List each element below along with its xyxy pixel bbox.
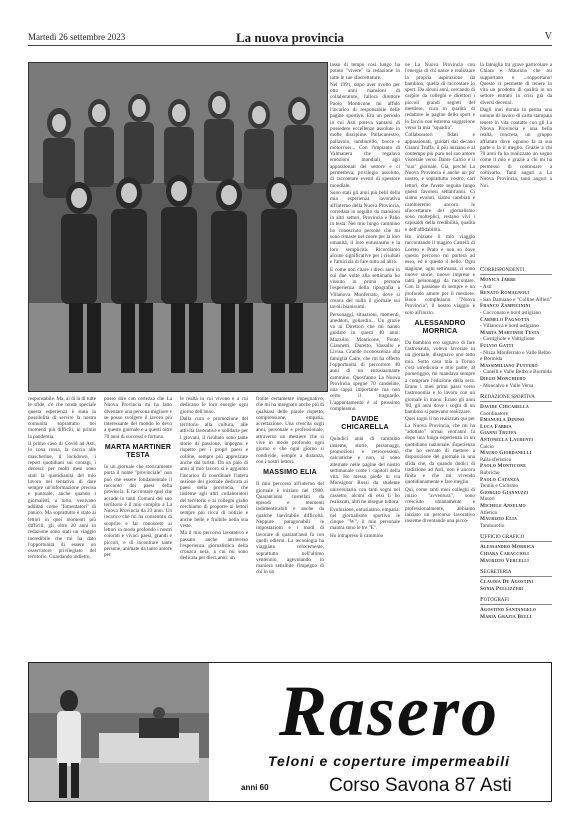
article-column-6 bbox=[405, 62, 475, 660]
credits-person-name: Monica Jarre bbox=[480, 277, 517, 283]
paragraph: Sono stati gli anni più belli della mia esperienza lavorativa all'interno della Nuova Provincia, corredata in seguito da mansioni in altri settori, Provincia e Palio in testa. Nel mio lungo cammino ho conosciuto persone che mi sono rimaste nel cuore per la loro umanità, il loro entusiasmo e la loro semplicità. Ricordiamo alcune significative per i risultati e l'amicizia di fare tutto ad altro. bbox=[330, 189, 400, 266]
rasero-advertisement bbox=[28, 662, 552, 802]
article-column-5 bbox=[330, 62, 400, 660]
paragraph: Il mio percorso all'interno del giornale è iniziato nel 1980. Quarant'anni costellati da episodi e momenti indimenticabili e anche da qualche inevitabile difficoltà. Neppure paragonabili le impostazioni e i modi di lavorare di quarant'anni fa con quelli odierni. La tecnologia ha viaggiato velocemente, soprattutto nell'ultimo ventennio, agevolando in maniera sensibile l'impegno di chi in un bbox=[256, 481, 324, 576]
staff-credits bbox=[480, 262, 552, 621]
paragraph: Dagli inni durata la penna una unione di lavoro di carta stampata tenere in vita contatto con gli La Nuova Provincia è una bella realtà, concreta, un gruppo affiatato dove ognuno fa la sua parte e fa il meglio. Grazie a chi 70 anni fa ha realizzato un sogno come il mio e grazie a chi mi ha permesso di continuare a coltivarlo. Tanti auguri a La Nuova Provincia, tanti auguri a Noi. bbox=[480, 107, 552, 189]
group-photo-illustration bbox=[29, 63, 328, 392]
credits-person-name: Paolo Catanzà bbox=[480, 476, 520, 483]
paragraph: ne La Nuova Provincia con l'energia di chi nasce e realizzare la propria aspirazione da bambino, quella di raccontare lo sport. Da alcuni anni, cercando di carpire da colleghi e direttori i piccoli grandi segreti del mestiere, cura in qualità di redattore le pagine dello sport e lo faccio con estrema soggezione verso la mia "squadra". bbox=[405, 62, 475, 131]
paragraph: le realtà in cui vivono e a cui dedicano le loro energie ogni giorno dell'anno. bbox=[180, 396, 248, 415]
author-byline: MARTA MARTINER TESTA bbox=[104, 444, 172, 460]
credits-person-name: Sonia Pellizzeri bbox=[480, 585, 524, 592]
credits-person-name: Luca Fabria bbox=[480, 423, 512, 430]
paragraph: lasso di tempo così lungo ha potuto "vivere" la redazione in tutte le sue sfaccettature. bbox=[330, 62, 400, 81]
credits-person-name: Fulvio Gatti bbox=[480, 342, 514, 349]
credits-person-name: Chiara Caraccioli bbox=[480, 550, 530, 557]
credits-person-role: - San Damiano e "Colline Alfieri" bbox=[480, 296, 552, 303]
credits-person-role: Tamburello bbox=[480, 522, 505, 529]
author-byline: DAVIDE CHICARELLA bbox=[341, 416, 389, 432]
paragraph: posso dire con certezza che La Nuova Provincia mi ha fatto diventare una persona migliore e se posso svolgere il lavoro più interessante del mondo lo devo a questo giornale e a questi oltre 70 anni di successi e fortuna. bbox=[104, 396, 172, 440]
author-byline: ALESSANDRO MORRICA bbox=[414, 319, 466, 335]
credits-person-name: Maria Grazia Belli bbox=[480, 613, 532, 620]
paragraph: Qui, come tanti miei colleghi di inizio "avventura", sono cresciuto umanamente e professionalmente, abbiamo iniziato un percorso lavorativo insieme diventando una picco- bbox=[405, 486, 475, 525]
paragraph: Quindici anni di cammino insieme, storie, personaggi, promozioni e retrocessioni, calciatiche e non, si sono alternate nelle pagine del nostro settimanale come i capitoli della vita. Ho messo piede in via Monsignor Rossi da studente universitario con tanti sogni nel cassetto, alcuni di essi li ho realizzati, altri ne insegue tuttora. bbox=[330, 436, 400, 506]
paragraph: Io un giornale che storicamente porta il nome "provinciale" non può che essere fondamentale il racconto dei paesi della provincia. E raccontare quel che accade in tanti Comuni del suo territorio è il mio compito a La Nuova Provincia da 23 anni. Un incarico che mi ha consentito di scoprire e far conoscere ai lettori in modo profondo i nostri colorati e vivaci paesi, grandi e piccoli, e di incontrare tante persone, animate da tanto amore per bbox=[104, 464, 172, 559]
ad-years-label: anni 60 bbox=[241, 783, 269, 792]
article-column-1 bbox=[28, 396, 96, 660]
paragraph: responsabile. Ma, al di là di tutte le sfide, c'è che rende speciale questa esperienza è stata la possibilità di servire la nostra comunità soprattutto nei momenti più difficili, in primis la pandemia. bbox=[28, 396, 96, 440]
article-column-7 bbox=[480, 62, 552, 260]
paragraph: Ma il mio percorso lavorativo è passato anche attraverso l'esperienza giornalistica della cronaca nera, a cui mi sono dedicata per dieci anni: un bbox=[180, 530, 248, 562]
credits-person-name: Giorgio Giannuzzi bbox=[480, 489, 529, 496]
credits-person-name: Carmelo Pagnotta bbox=[480, 316, 530, 323]
credits-person-role: - Villanova e nord astigiano bbox=[480, 323, 539, 330]
issue-date: Martedì 26 settembre 2023 bbox=[28, 32, 126, 42]
paragraph: Da bambino ero sognavo di fare l'astronauta, volevo lavorare in un giornale, disegnavo uno tutto mio. Sotto casa mia a Torino c'era un'edicola e mio padre, al pomeriggio, mi mandava sempre a comprare l'edizione della sera. Erano i miei primi passi verso l'astronomia e lo lavoro con un giornale in mano. Erano gli anni '80, gli anni dove i sogni di un bambino si potevano realizzare. bbox=[405, 339, 475, 416]
credits-person-name: Massimiliano Puttero bbox=[480, 362, 538, 369]
newspaper-title: La nuova provincia bbox=[235, 30, 345, 45]
credits-person-role: Palla sferistico bbox=[480, 456, 512, 463]
credits-person-name: Renato Romagnoli bbox=[480, 290, 530, 297]
paragraph: Dalla cura e promozione del territorio alla cultura, alle attività lavorative e solidarie per i giovani, il risultato sono tante storie di passione, impegno e rispetto per i propri paesi e colline, sempre più apprezzate anche dai turisti. Da un paio di anni al mio lavoro si è aggiunto l'incarico di coordinare l'intera sezione del giornale dedicata ai paesi della provincia, che insieme agli altri collaboratori del territorio e ai colleghi giallo cerchiamo di proporre ai lettori sempre più ricca di notizie e anche belle e fruibile nella sua veste. bbox=[180, 415, 248, 529]
credits-person-name: Alessandro Morrica bbox=[480, 544, 535, 551]
paragraph: Il primo caso di Covid ad Asti, lo zona rossa, la caccia alle mascherine, il lockdown, i report quotidiani sui contagi, i decessi: per molti mesi sono stati la quotidianità del mio lavoro nel tentativo di dare sempre un'informazione precisa e puntuale, anche quando i giornalisti, a torto, venivano additati come "fomentatori" di panico. Ma soprattutto è stato ai lettori in quei momenti più difficili, gli oltre 20 anni in redazione sono stati un viaggio incredibile che mi ha dato l'opportunità di essere un osservatore privilegiato del territorio. Guardando indietro, bbox=[28, 441, 96, 561]
credits-person-name: Davide Chicarella bbox=[480, 404, 529, 411]
paragraph: Quei sogni li ho realizzati qui per La Nuova Provincia, che mi ha "adottato" ormai vent'anni fa dopo una lunga esperienza in un quotidiano nazionale. Esperienza che ho cercato di mettere a disposizione del giornale in una sfida che, da quando dodici di tradizione ad Asti, non è ancora finita e che mi vivendo quotidianamente e fare meglio. bbox=[405, 416, 475, 486]
paragraph: Personaggi, situazioni, momenti, aneddoti, goliardia... Un grazie va ai Direttori che mi hanno guidato in questi 40 anni: Mazzilio, Monticone, Fonte, Giannetti, Duretto, Vassallo e Livisa. Grande riconoscenza alla famiglia Caire, che mi ha offerto l'opportunità di percorrere 40 anni di un entusiasmante cammino. Quest'anno La Nuova Provincia spegne 70 candeline, una tappa importante ma non certo il traguardo. L'appuntamento è al prossimo compleanno. bbox=[330, 311, 400, 413]
credits-person-role: - Moncalvo e Valle Versa bbox=[480, 382, 534, 389]
paragraph: fronte certamente impegnativo, che mi ha insegnato anche più di qualsiasi delle parole rispetto, comprensione, empatia, accettazione. Una crescita sugli anni, personale e professionale, attraverso un mestiere che si vive in modo profondo ogni giorno e che ogni giorno si condivide, sempre a distanza, con i nostri lettori. bbox=[256, 396, 324, 465]
credits-person-name: Franco Zampicinini bbox=[480, 303, 531, 310]
ad-address: Corso Savona 87 Asti bbox=[329, 775, 512, 796]
paragraph: E come non citare i dieci anni in cui due volte alla settimana ho vissuto in prima persona l'esperienza della tipografia a Villanova Monferrato, dove si creava del nulla il giornale sui tavoli bianissimi. bbox=[330, 266, 400, 311]
paragraph: Collaboratori fidati e appassionati, guidati dal decano Gianni Truffa, il più anziano e al contempo più puro nel suo amore viscerale verso Dante Calcio e il "suo" giornale. Già, perché La Nuova Provincia è anche un po' nostro, e soprattutto vostro, cari lettori, che l'avete seguita lungo questi favolosi settant'anni. Ci siamo evoluti, siamo cambiati e cambieremo ancora le sfaccettature del giornalismo sono molteplici, restano vivi i capisaldi della credibilità, qualità e dell'affidabilità. bbox=[405, 132, 475, 233]
paragraph: Ho intrapreso il cammino bbox=[330, 532, 384, 539]
paragraph: Nel 1991, dopo aver svolto per otto anni mansioni di collaboratore, l'allora direttore Paolo Monticone mi affidò l'incarico di responsabile delle pagine sportive. Era un periodo in cui Asti poteva vantarsi di possedere eccellenze assolute in molte discipline. Pallacanestro, pallavolo, tamburello, bocce e motocross... Con l'impianto di Valmanera che regalava emozioni mondiali agli appassionati del settore e ci permetteva, privilegio assoluto, di raccontare eventi di spessore mondiale. bbox=[330, 81, 400, 189]
credits-person-name: Paolo Monticone bbox=[480, 463, 527, 470]
credits-person-name: Michele Anselmo bbox=[480, 503, 526, 509]
page-number: V bbox=[544, 31, 552, 42]
credits-person-role: Coordinatore bbox=[480, 410, 508, 417]
credits-person-name: Gianni Truffa bbox=[480, 430, 517, 437]
article-column-3 bbox=[180, 396, 248, 660]
credits-section-heading: Segreteria bbox=[480, 568, 552, 577]
credits-person-name: Antonella Laurenti bbox=[480, 437, 534, 444]
credits-person-role: - Costigliole e Valtiglione bbox=[480, 336, 535, 343]
credits-person-role: Tennis e Ciclismo bbox=[480, 483, 519, 490]
paragraph: Evoluzione, entusiasmo, empatia: nel giornalismo sportivo le cinque "W", il mio personale mantra sono le tre "E". bbox=[330, 506, 400, 532]
staff-group-photo bbox=[28, 62, 328, 392]
masthead bbox=[28, 30, 552, 46]
author-byline: MASSIMO ELIA bbox=[263, 469, 317, 477]
credits-section-heading: Redazione sportiva bbox=[480, 393, 552, 402]
article-column-2 bbox=[104, 396, 172, 660]
credits-person-role: - Nizza Monferrato e Valle Belbo e Bormida bbox=[480, 349, 551, 363]
paragraph: Ho iniziato il mio viaggio raccontando il magico Castelli di Loreto e Prato e non so dove questo percorso mi porterà ad esso, ed è questo il bello. Ogni stagione, ogni settimana, ci sono nuove storie, nuove imprese e tanti personaggi da raccontare. Con la passione di sempre e un profondo amore per il mestiere. Buon compleanno "Nuova Provincia", il nostro viaggio è solo all'inizio. bbox=[405, 234, 475, 316]
credits-person-role: - Canelli e Valle Belbo e Bormida bbox=[480, 369, 552, 376]
ad-tagline: Teloni e coperture impermeabili bbox=[267, 753, 511, 769]
credits-section-heading: Corrispondenti bbox=[480, 266, 552, 275]
credits-person-role: - Cocconato e nord astigiano bbox=[480, 309, 541, 316]
vintage-workshop-photo bbox=[29, 663, 209, 802]
credits-person-name: Claudia De Agostini bbox=[480, 579, 534, 586]
credits-person-name: Agostino Santangelo bbox=[480, 607, 537, 614]
credits-person-name: Mauro Giordanelli bbox=[480, 450, 532, 457]
credits-person-role: Atletica bbox=[480, 509, 497, 516]
credits-person-role: Rubriche bbox=[480, 470, 500, 477]
credits-person-name: Maurizio Elia bbox=[480, 516, 518, 523]
credits-section-heading: Fotografi bbox=[480, 596, 552, 605]
credits-section-heading: Ufficio grafico bbox=[480, 533, 552, 542]
credits-person-role: Calcio bbox=[480, 443, 494, 450]
ad-brand-name: Rasero bbox=[278, 671, 500, 751]
workshop-photo-illustration bbox=[29, 663, 209, 802]
paragraph: la famiglia tra grave particolare a Chiara e Maurizio che mi supportano e ...sopportano! Questo ci permette di tenere in vita un prodotto di qualità in un settore entrato in crisi già da diversi decenni. bbox=[480, 62, 552, 106]
credits-person-name: Emanuela Dinino bbox=[480, 417, 525, 424]
credits-person-name: Marta Martiner Testa bbox=[480, 329, 540, 336]
article-column-4 bbox=[256, 396, 324, 660]
credits-person-role: Motori bbox=[480, 496, 495, 503]
credits-person-role: - Asti bbox=[480, 283, 492, 290]
credits-person-name: Maurizio Vercelli bbox=[480, 557, 530, 564]
credits-person-name: Diego Monchiero bbox=[480, 375, 526, 382]
